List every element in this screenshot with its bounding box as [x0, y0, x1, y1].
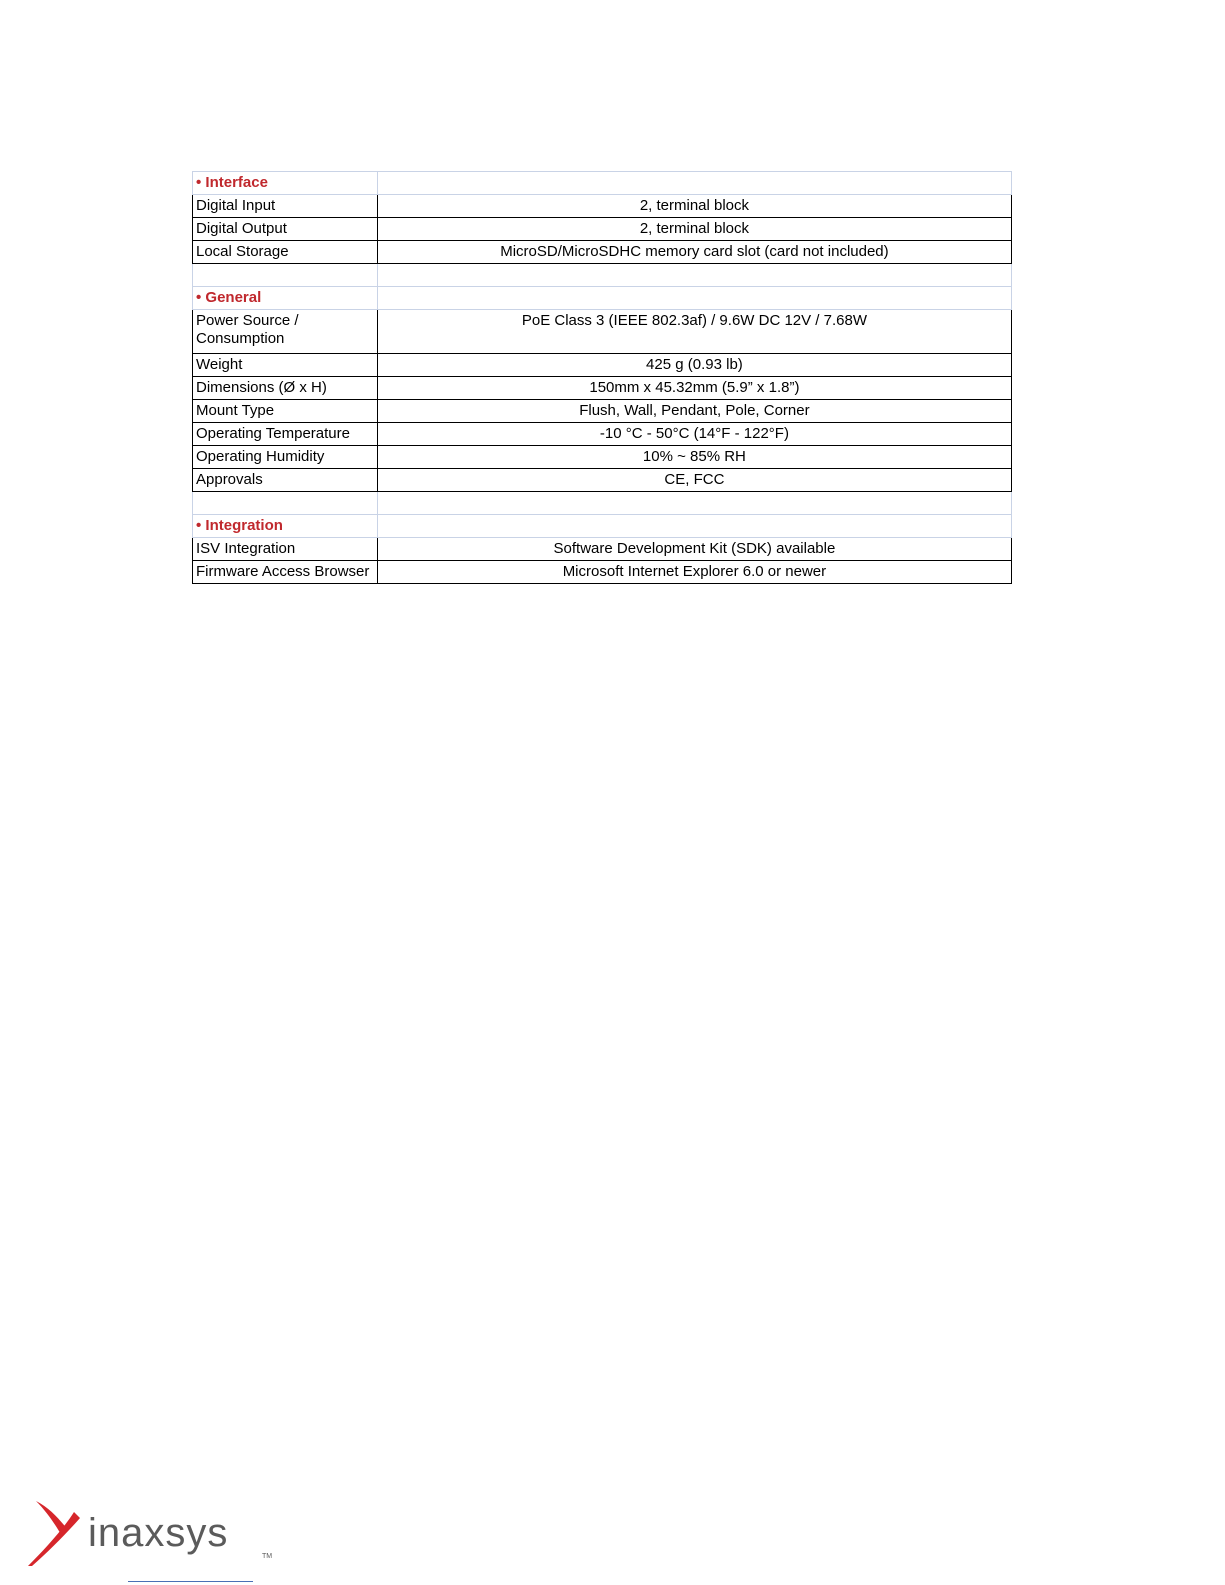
section-header-interface: [193, 172, 1012, 195]
spec-value: 2, terminal block: [377, 218, 1011, 241]
table-row: [193, 218, 1012, 241]
spec-label: Digital Input: [193, 195, 378, 218]
spec-value: CE, FCC: [377, 469, 1011, 492]
table-row: [193, 195, 1012, 218]
spec-label: ISV Integration: [193, 538, 378, 561]
spec-value: 150mm x 45.32mm (5.9” x 1.8”): [377, 377, 1011, 400]
spec-value: MicroSD/MicroSDHC memory card slot (card not included): [377, 241, 1011, 264]
inaxsys-logo: [26, 1496, 286, 1568]
spec-value: 425 g (0.93 lb): [377, 354, 1011, 377]
spec-label: Dimensions (Ø x H): [193, 377, 378, 400]
spec-label: Mount Type: [193, 400, 378, 423]
section-heading: • Integration: [193, 515, 378, 538]
table-row: [193, 469, 1012, 492]
table-row: [193, 310, 1012, 354]
spec-value: Microsoft Internet Explorer 6.0 or newer: [377, 561, 1011, 584]
spec-label: Operating Humidity: [193, 446, 378, 469]
table-row: [193, 400, 1012, 423]
table-row: [193, 354, 1012, 377]
spec-value: 10% ~ 85% RH: [377, 446, 1011, 469]
spec-label: Operating Temperature: [193, 423, 378, 446]
logo-wordmark: inaxsys: [88, 1511, 229, 1555]
table-row: [193, 538, 1012, 561]
table-row: [193, 377, 1012, 400]
section-header-integration: [193, 515, 1012, 538]
section-heading: • General: [193, 287, 378, 310]
spacer-row: [193, 492, 1012, 515]
spec-label: Power Source / Consumption: [193, 310, 378, 354]
footer-rule: [128, 1581, 253, 1582]
spec-value: -10 °C - 50°C (14°F - 122°F): [377, 423, 1011, 446]
spec-label: Digital Output: [193, 218, 378, 241]
table-row: [193, 561, 1012, 584]
table-row: [193, 446, 1012, 469]
logo-mark-icon: [26, 1496, 286, 1568]
spec-table: [192, 171, 1012, 584]
spec-label: Local Storage: [193, 241, 378, 264]
spec-value: Flush, Wall, Pendant, Pole, Corner: [377, 400, 1011, 423]
spacer-row: [193, 264, 1012, 287]
section-heading: • Interface: [193, 172, 378, 195]
section-header-general: [193, 287, 1012, 310]
spec-value: 2, terminal block: [377, 195, 1011, 218]
spec-value: Software Development Kit (SDK) available: [377, 538, 1011, 561]
spec-value: PoE Class 3 (IEEE 802.3af) / 9.6W DC 12V / 7.68W: [377, 310, 1011, 354]
spec-label: Weight: [193, 354, 378, 377]
table-row: [193, 423, 1012, 446]
spec-label: Approvals: [193, 469, 378, 492]
logo-trademark: TM: [262, 1553, 273, 1560]
spec-label: Firmware Access Browser: [193, 561, 378, 584]
table-row: [193, 241, 1012, 264]
